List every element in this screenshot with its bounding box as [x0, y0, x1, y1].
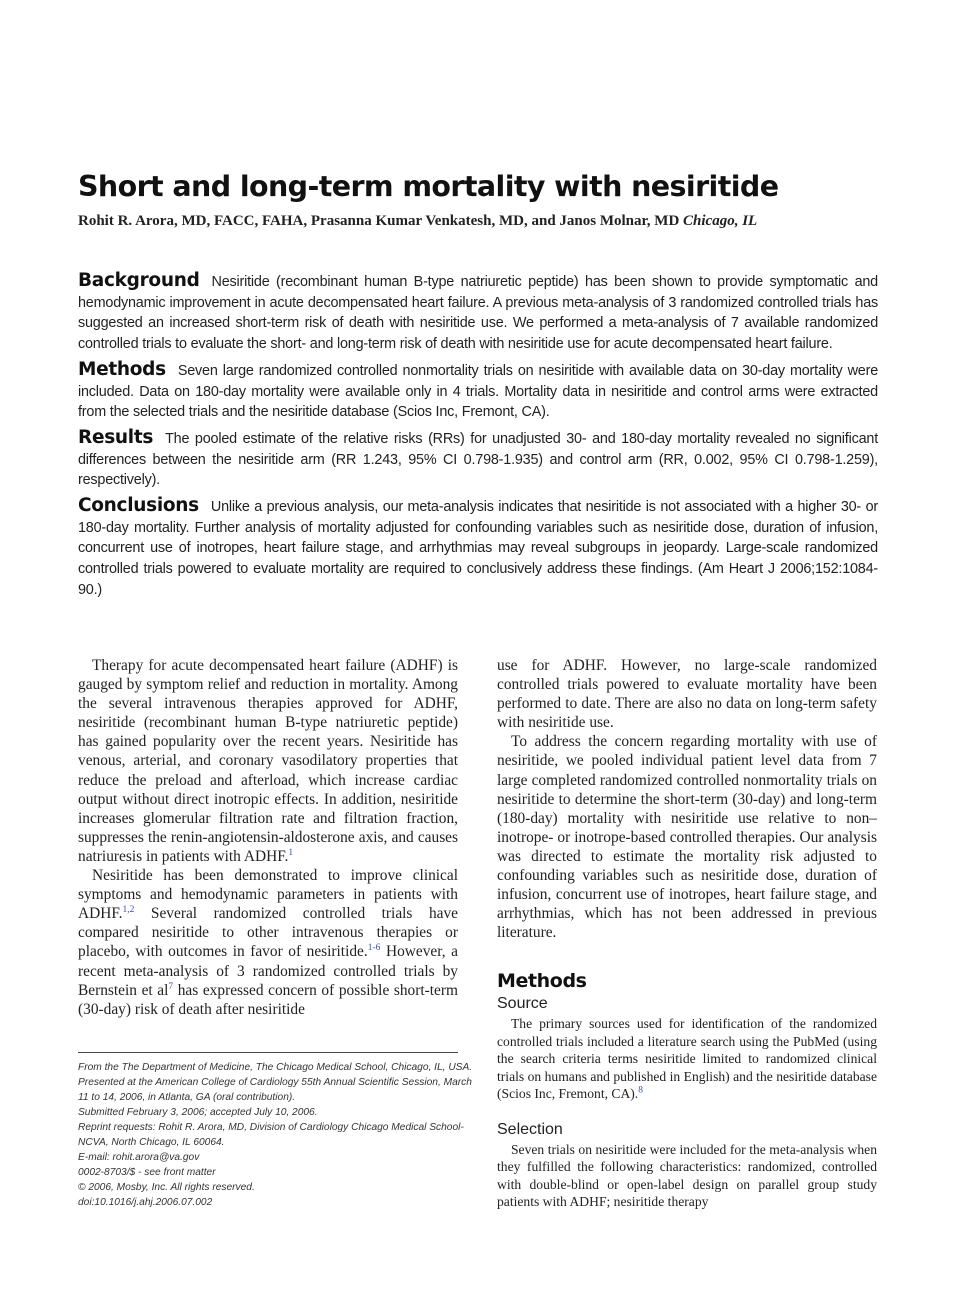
intro-paragraph-2-text-c: However, a recent meta-analysis of 3 randomized controlled trials by Bernstein et al: [78, 943, 458, 999]
methods-heading: Methods: [78, 358, 166, 380]
footnote-doi[interactable]: doi:10.1016/j.ahj.2006.07.002: [78, 1197, 213, 1208]
footnote-reprint: Reprint requests: Rohit R. Arora, MD, Division of Cardiology Chicago Medical School-: [78, 1122, 464, 1133]
article-title: Short and long-term mortality with nesiritide: [78, 170, 779, 203]
abstract-conclusions: [78, 496, 878, 601]
intro-paragraph-2-text-a: Nesiritide has been demonstrated to improve clinical symptoms and hemodynamic parameters in patients with ADHF.: [78, 867, 458, 923]
intro-paragraph-2-text-d: has expressed concern of possible short-term (30-day) risk of death after nesiritide: [78, 981, 458, 1018]
intro-paragraph-1: [78, 656, 458, 866]
footnote-email[interactable]: E-mail: rohit.arora@va.gov: [78, 1152, 200, 1163]
source-subheading: Source: [497, 995, 548, 1013]
methods-text: Seven large randomized controlled nonmortality trials on nesiritide with available data on 30-day mortality were included. Data on 180-day mortality were available only in 4 trials. Mortality data in nesiritide and control arms were extracted from the selected trials and the nesiritide database (Scios Inc, Fremont, CA).: [78, 362, 878, 421]
citation-link[interactable]: 1,2: [122, 905, 135, 916]
citation-link[interactable]: 8: [638, 1085, 643, 1096]
footnote-copyright: © 2006, Mosby, Inc. All rights reserved.: [78, 1182, 255, 1193]
selection-subheading: Selection: [497, 1120, 563, 1138]
footnote-presented: Presented at the American College of Cardiology 55th Annual Scientific Session, March: [78, 1077, 472, 1088]
author-names: Rohit R. Arora, MD, FACC, FAHA, Prasanna Kumar Venkatesh, MD, and Janos Molnar, MD: [78, 213, 680, 229]
source-paragraph-text: The primary sources used for identification of the randomized controlled trials included a literature search using the PubMed (using the search criteria terms nesiritide limited to randomized clinical trials on humans and published in English) and the nesiritide database (Scios Inc, Fremont, CA).: [497, 1016, 877, 1102]
author-location: Chicago, IL: [683, 213, 758, 229]
abstract-background: [78, 271, 878, 355]
footnote-presented-cont: 11 to 14, 2006, in Atlanta, GA (oral contribution).: [78, 1092, 296, 1103]
selection-paragraph: Seven trials on nesiritide were included for the meta-analysis when they fulfilled the following characteristics: randomized, controlled with double-blind or open-label design on parallel group study patients with ADHF; nesiritide therapy: [497, 1141, 877, 1210]
citation-link[interactable]: 7: [168, 981, 174, 992]
abstract-results: [78, 428, 878, 491]
results-text: The pooled estimate of the relative risks (RRs) for unadjusted 30- and 180-day mortality revealed no significant differences between the nesiritide arm (RR 1.243, 95% CI 0.798-1.935) and control arm (RR, 0.002, 95% CI 0.798-1.259), respectively).: [78, 430, 878, 489]
citation-link[interactable]: 1-6: [367, 943, 381, 954]
intro-paragraph-2: [78, 866, 458, 1019]
footnote-divider: [78, 1052, 458, 1053]
footnote-issn: 0002-8703/$ - see front matter: [78, 1167, 216, 1178]
right-column: [497, 656, 877, 1211]
footnote-affiliation: From the The Department of Medicine, The Chicago Medical School, Chicago, IL, USA.: [78, 1062, 473, 1073]
abstract: [78, 271, 878, 606]
methods-section-heading: Methods: [497, 970, 587, 993]
left-column: [78, 656, 458, 1019]
abstract-methods: [78, 360, 878, 423]
background-text: Nesiritide (recombinant human B-type natriuretic peptide) has been shown to provide symptomatic and hemodynamic improvement in acute decompensated heart failure. A previous meta-analysis of 3 randomized controlled trials has suggested an increased short-term risk of death with nesiritide use. We performed a meta-analysis of 7 available randomized controlled trials to evaluate the short- and long-term risk of death with nesiritide use for acute decompensated heart failure.: [78, 274, 878, 353]
intro-paragraph-4: To address the concern regarding mortality with use of nesiritide, we pooled individual patient level data from 7 large completed randomized controlled nonmortality trials on nesiritide to determine the short-term (30-day) and long-term (180-day) mortality with nesiritide use relative to non–inotrope- or inotrope-based controlled therapies. Our analysis was directed to estimate the mortality risk adjusted to confounding variables such as nesiritide dose, duration of infusion, concurrent use of inotropes, heart failure stage, and arrhythmias, which has not been addressed in previous literature.: [497, 733, 877, 942]
footnotes: [78, 1060, 473, 1210]
source-paragraph: [497, 1015, 877, 1103]
intro-paragraph-1-text: Therapy for acute decompensated heart failure (ADHF) is gauged by symptom relief and reduction in mortality. Among the several intravenous therapies approved for ADHF, nesiritide (recombinant human B-type natriuretic peptide) has gained popularity over the recent years. Nesiritide has venous, arterial, and coronary vasodilatory properties that reduce the preload and afterload, which increase cardiac output without direct inotropic effects. In addition, nesiritide increases glomerular filtration rate and filtration fraction, suppresses the renin-angiotensin-aldosterone axis, and causes natriuresis in patients with ADHF.: [78, 657, 458, 865]
author-line: [78, 210, 898, 232]
footnote-reprint-cont: NCVA, North Chicago, IL 60064.: [78, 1137, 225, 1148]
intro-paragraph-2-text-b: Several randomized controlled trials have compared nesiritide to other intravenous therapies or placebo, with outcomes in favor of nesiritide.: [78, 905, 458, 961]
conclusions-text: Unlike a previous analysis, our meta-analysis indicates that nesiritide is not associated with a higher 30- or 180-day mortality. Further analysis of mortality adjusted for confounding variables such as nesiritide dose, duration of infusion, concurrent use of inotropes, heart failure stage, and arrhythmias may reveal subgroups in jeopardy. Large-scale randomized controlled trials powered to evaluate mortality are required to conclusively address these findings. (Am Heart J 2006;152:1084-90.): [78, 499, 878, 598]
results-heading: Results: [78, 426, 154, 448]
conclusions-heading: Conclusions: [78, 495, 199, 517]
citation-link[interactable]: 1: [288, 847, 294, 858]
background-heading: Background: [78, 270, 200, 291]
intro-paragraph-3: use for ADHF. However, no large-scale randomized controlled trials powered to evaluate mortality have been performed to date. There are also no data on long-term safety with nesiritide use.: [497, 657, 877, 732]
footnote-submitted: Submitted February 3, 2006; accepted July 10, 2006.: [78, 1107, 318, 1118]
